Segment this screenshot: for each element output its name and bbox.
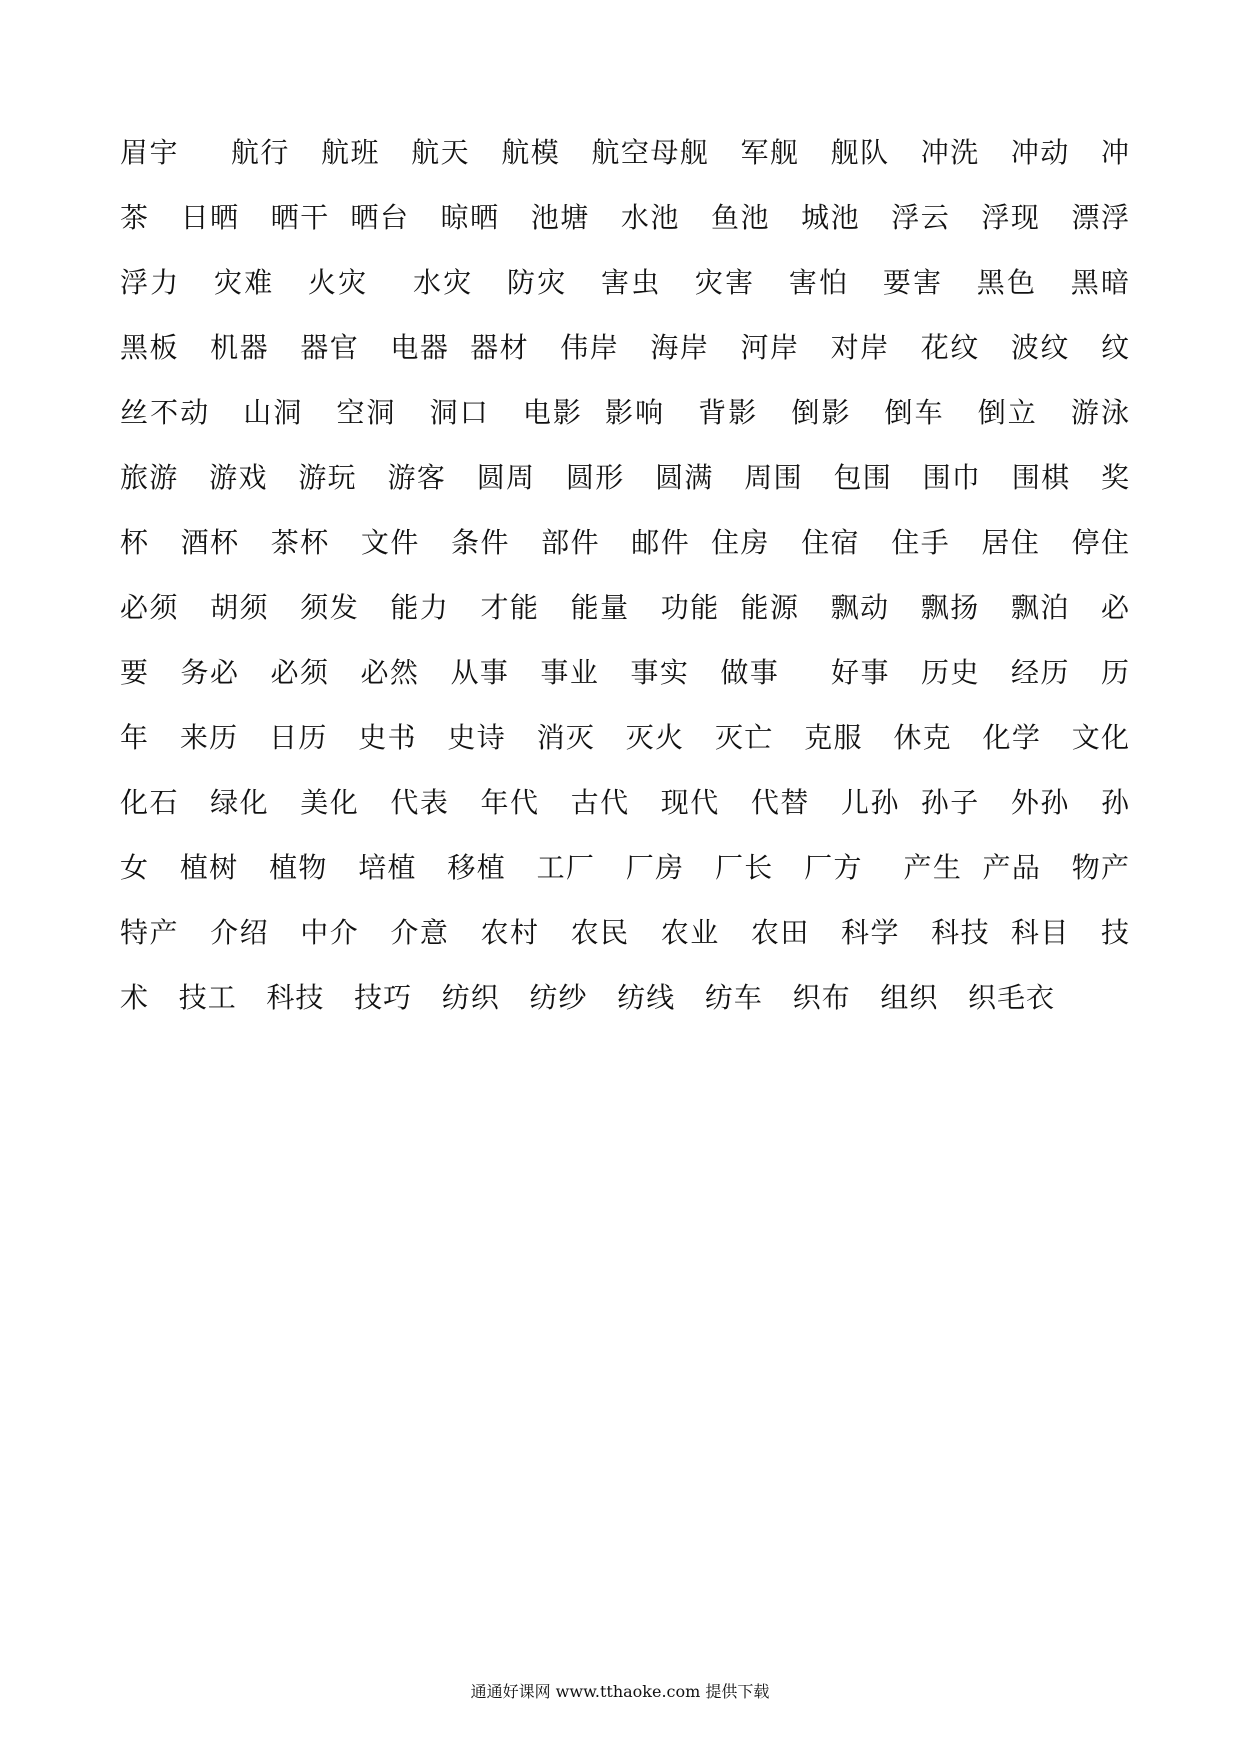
- word-line-12: 女 植树 植物 培植 移植 工厂 厂房 厂长 厂方 产生 产品 物产: [120, 851, 1130, 884]
- word-line-14: 术 技工 科技 技巧 纺织 纺纱 纺线 纺车 织布 组织 织毛衣: [120, 981, 1056, 1014]
- word-line-1: 眉宇 航行 航班 航天 航模 航空母舰 军舰 舰队 冲洗 冲动 冲: [120, 136, 1130, 169]
- footer-download-credit: 通通好课网 www.tthaoke.com 提供下载: [470, 1682, 770, 1701]
- word-line-4: 黑板 机器 器官 电器 器材 伟岸 海岸 河岸 对岸 花纹 波纹 纹: [120, 331, 1130, 364]
- word-line-2: 茶 日晒 晒干 晒台 晾晒 池塘 水池 鱼池 城池 浮云 浮现 漂浮: [120, 201, 1130, 234]
- word-line-10: 年 来历 日历 史书 史诗 消灭 灭火 灭亡 克服 休克 化学 文化: [120, 721, 1130, 754]
- word-line-11: 化石 绿化 美化 代表 年代 古代 现代 代替 儿孙 孙子 外孙 孙: [120, 786, 1130, 819]
- word-line-7: 杯 酒杯 茶杯 文件 条件 部件 邮件 住房 住宿 住手 居住 停住: [120, 526, 1130, 559]
- word-line-3: 浮力 灾难 火灾 水灾 防灾 害虫 灾害 害怕 要害 黑色 黑暗: [120, 266, 1130, 299]
- word-line-6: 旅游 游戏 游玩 游客 圆周 圆形 圆满 周围 包围 围巾 围棋 奖: [120, 461, 1130, 494]
- word-line-8: 必须 胡须 须发 能力 才能 能量 功能 能源 飘动 飘扬 飘泊 必: [120, 591, 1130, 624]
- word-line-9: 要 务必 必须 必然 从事 事业 事实 做事 好事 历史 经历 历: [120, 656, 1130, 689]
- word-line-13: 特产 介绍 中介 介意 农村 农民 农业 农田 科学 科技 科目 技: [120, 916, 1130, 949]
- word-list: [120, 120, 1130, 1030]
- word-line-5: 丝不动 山洞 空洞 洞口 电影 影响 背影 倒影 倒车 倒立 游泳: [120, 396, 1130, 429]
